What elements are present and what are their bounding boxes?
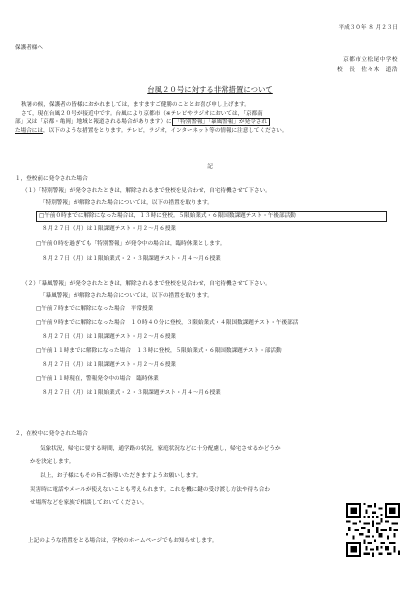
section1-sub2-case2: □午前９時までに解除になった場合 １０時４０分に登校，３限始業式・４限国数課題テスト・午後部活 — [36, 320, 299, 326]
document-title: 台風２０号に対する非常措置について — [147, 85, 273, 94]
section1-sub2-case1: □午前７時までに解除になった場合 平常授業 — [36, 306, 154, 312]
section1-sub2-case4: □午前１１時現在，警報発令中の場合 臨時休業 — [36, 376, 159, 382]
warning-types-box: 「特別警報」「暴風警報」が発令され — [172, 118, 270, 126]
ki-marker: 記 — [207, 164, 213, 170]
section1-sub1-case1-schedule: ８月２７日（月）は１限課題テスト・月２～月６授業 — [42, 226, 177, 232]
qr-code-icon — [346, 503, 400, 557]
section2-heading: ２，在校中に発令された場合 — [15, 431, 88, 437]
issue-date: 平成３０年 ８ 月２３日 — [338, 25, 398, 31]
section1-heading: １，登校前に発令された場合 — [15, 176, 88, 182]
intro-line-2: さて，現在台風２０号が接近中です。台風により京都市（※テレビやラジオにおいては，「京都南 — [21, 110, 263, 117]
section1-sub1-case2: □午前０時を過ぎても「特別警報」が発令中の場合は，臨時休業とします。 — [36, 241, 226, 247]
section1-sub1-case2-schedule: ８月２７日（月）は１限始業式・２・３限課題テスト・月４～月６授業 — [42, 256, 221, 262]
section1-sub2-case3-schedule: ８月２７日（月）は１限課題テスト・月２～月６授業 — [42, 362, 177, 368]
footer-note: 上記のような措置をとる場合は，学校のホームページでもお知らせします。 — [28, 538, 218, 544]
section1-sub2-case2-schedule: ８月２７日（月）は１限課題テスト・月２～月６授業 — [42, 334, 177, 340]
section1-sub1-line2: 「特別警報」が解除された場合については，以下の措置を取ります。 — [40, 200, 213, 206]
section2-line3: 以上，お子様にもその旨ご指導いただきますようお願いします。 — [40, 473, 202, 479]
intro-line-3-pre: 部」又は「京都・亀岡」地域と報道される場合があります）に — [15, 119, 172, 126]
intro-underlined: た場合には — [15, 127, 43, 134]
intro-line-4 — [15, 127, 398, 136]
section1-sub2-case3: □午前１１時までに解除になった場合 １３時に登校，５限始業式・６限国数課題テスト・部活動 — [36, 348, 282, 354]
intro-rest: ，以下のような措置をとります。テレビ，ラジオ，インターネット等の情報に注意してください。 — [42, 127, 288, 134]
section1-sub2-line2: 「暴風警報」が解除された場合については，以下の措置を取ります。 — [40, 293, 213, 299]
section2-line4: 災害時に電話やメールが使えないことも考えられます。これを機に鍵の受け渡し方法や待ち合わ — [30, 487, 270, 493]
section1-sub1-case1: □午前０時までに解除になった場合は，１３時に登校。５限始業式・６限国数課題テスト・午後部活動 — [36, 211, 387, 222]
recipient: 保護者様へ — [15, 45, 43, 51]
section2-line1: 気象状況，帰宅に要する時間，通学路の状況，家庭状況などに十分配慮し，帰宅させるかどうか — [40, 446, 281, 452]
section1-sub2-line1: （２）「暴風警報」が発令されたときは，解除されるまで登校を見合わせ，自宅待機させて下さい。 — [22, 281, 271, 287]
section1-sub2-case4-schedule: ８月２７日（月）は１限始業式・２・３限課題テスト・月４～月６授業 — [42, 390, 221, 396]
intro-paragraph — [15, 101, 398, 136]
intro-line-3 — [15, 118, 398, 127]
intro-line-1: 秋暑の候，保護者の皆様におかれましては，ますますご健勝のこととお喜び申し上げます。 — [21, 102, 250, 108]
section2-line5: せ場所などを家族で相談しておいてください。 — [30, 500, 148, 506]
section1-sub1-line1: （１）「特別警報」が発令されたときは，解除されるまで登校を見合わせ，自宅待機させて下さい。 — [22, 188, 271, 194]
school-name: 京都市立松尾中学校 — [343, 57, 398, 63]
section2-line2: かを決定します。 — [30, 459, 75, 465]
principal-name: 校 長 佐々木 道浩 — [337, 67, 398, 73]
